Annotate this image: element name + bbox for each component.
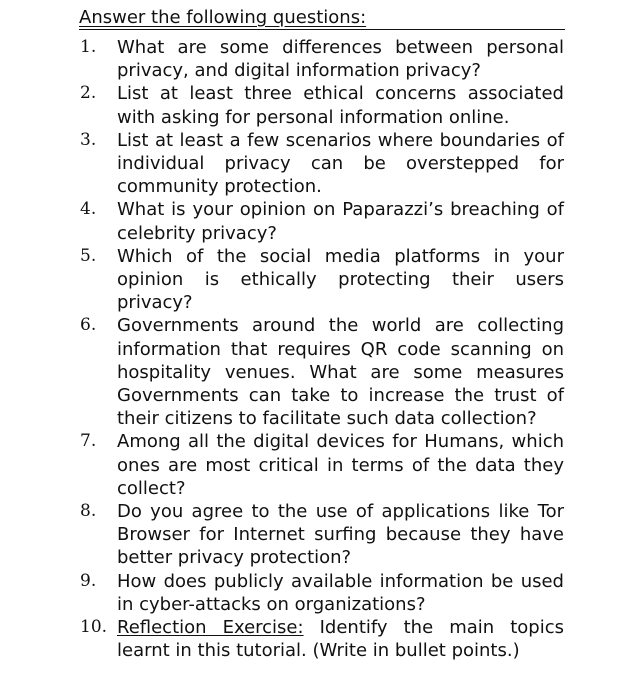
question-item bbox=[80, 616, 564, 662]
question-number: 5. bbox=[80, 245, 97, 266]
question-number: 7. bbox=[80, 431, 97, 452]
question-number: 1. bbox=[80, 37, 97, 57]
question-number: 3. bbox=[80, 129, 97, 150]
question-item bbox=[80, 430, 564, 500]
question-text: Which of the social media platforms in your opinion is ethically protecting their users privacy? bbox=[117, 245, 564, 314]
question-text: Do you agree to the use of applications like Tor Browser for Internet surfing because they have better privacy protection? bbox=[117, 501, 564, 569]
question-number: 4. bbox=[80, 199, 97, 220]
question-item bbox=[80, 129, 564, 199]
question-item bbox=[80, 245, 564, 315]
question-text: What are some differences between personal privacy, and digital information privacy? bbox=[117, 37, 564, 82]
question-item bbox=[80, 500, 564, 570]
question-text bbox=[117, 616, 564, 662]
page-heading: Answer the following questions: bbox=[79, 6, 565, 30]
question-text: Governments around the world are collecting information that requires QR code scanning on hospitality venues. What are some measures Governments can take to increase the trust of their citizens to facilitate such data collection? bbox=[117, 315, 564, 430]
question-list bbox=[80, 36, 564, 662]
question-item bbox=[80, 36, 564, 82]
question-text: Among all the digital devices for Humans, which ones are most critical in terms of the data they collect? bbox=[117, 431, 564, 499]
question-item bbox=[80, 570, 564, 616]
question-item bbox=[80, 198, 564, 244]
question-number: 9. bbox=[80, 570, 97, 591]
question-text: List at least a few scenarios where boundaries of individual privacy can be overstepped for community protection. bbox=[117, 129, 564, 198]
reflection-text: Identify the main topics learnt in this tutorial. (Write in bullet points.) bbox=[117, 617, 564, 662]
question-item bbox=[80, 82, 564, 128]
question-text: How does publicly available information be used in cyber-attacks on organizations? bbox=[117, 570, 564, 615]
question-item bbox=[80, 314, 564, 430]
question-number: 10. bbox=[80, 617, 108, 638]
question-number: 8. bbox=[80, 501, 97, 522]
question-text: What is your opinion on Paparazzi’s breaching of celebrity privacy? bbox=[117, 199, 564, 244]
question-number: 2. bbox=[80, 83, 97, 104]
reflection-label: Reflection Exercise: bbox=[117, 617, 304, 639]
question-text: List at least three ethical concerns associated with asking for personal information online. bbox=[117, 83, 564, 128]
question-number: 6. bbox=[80, 315, 97, 336]
